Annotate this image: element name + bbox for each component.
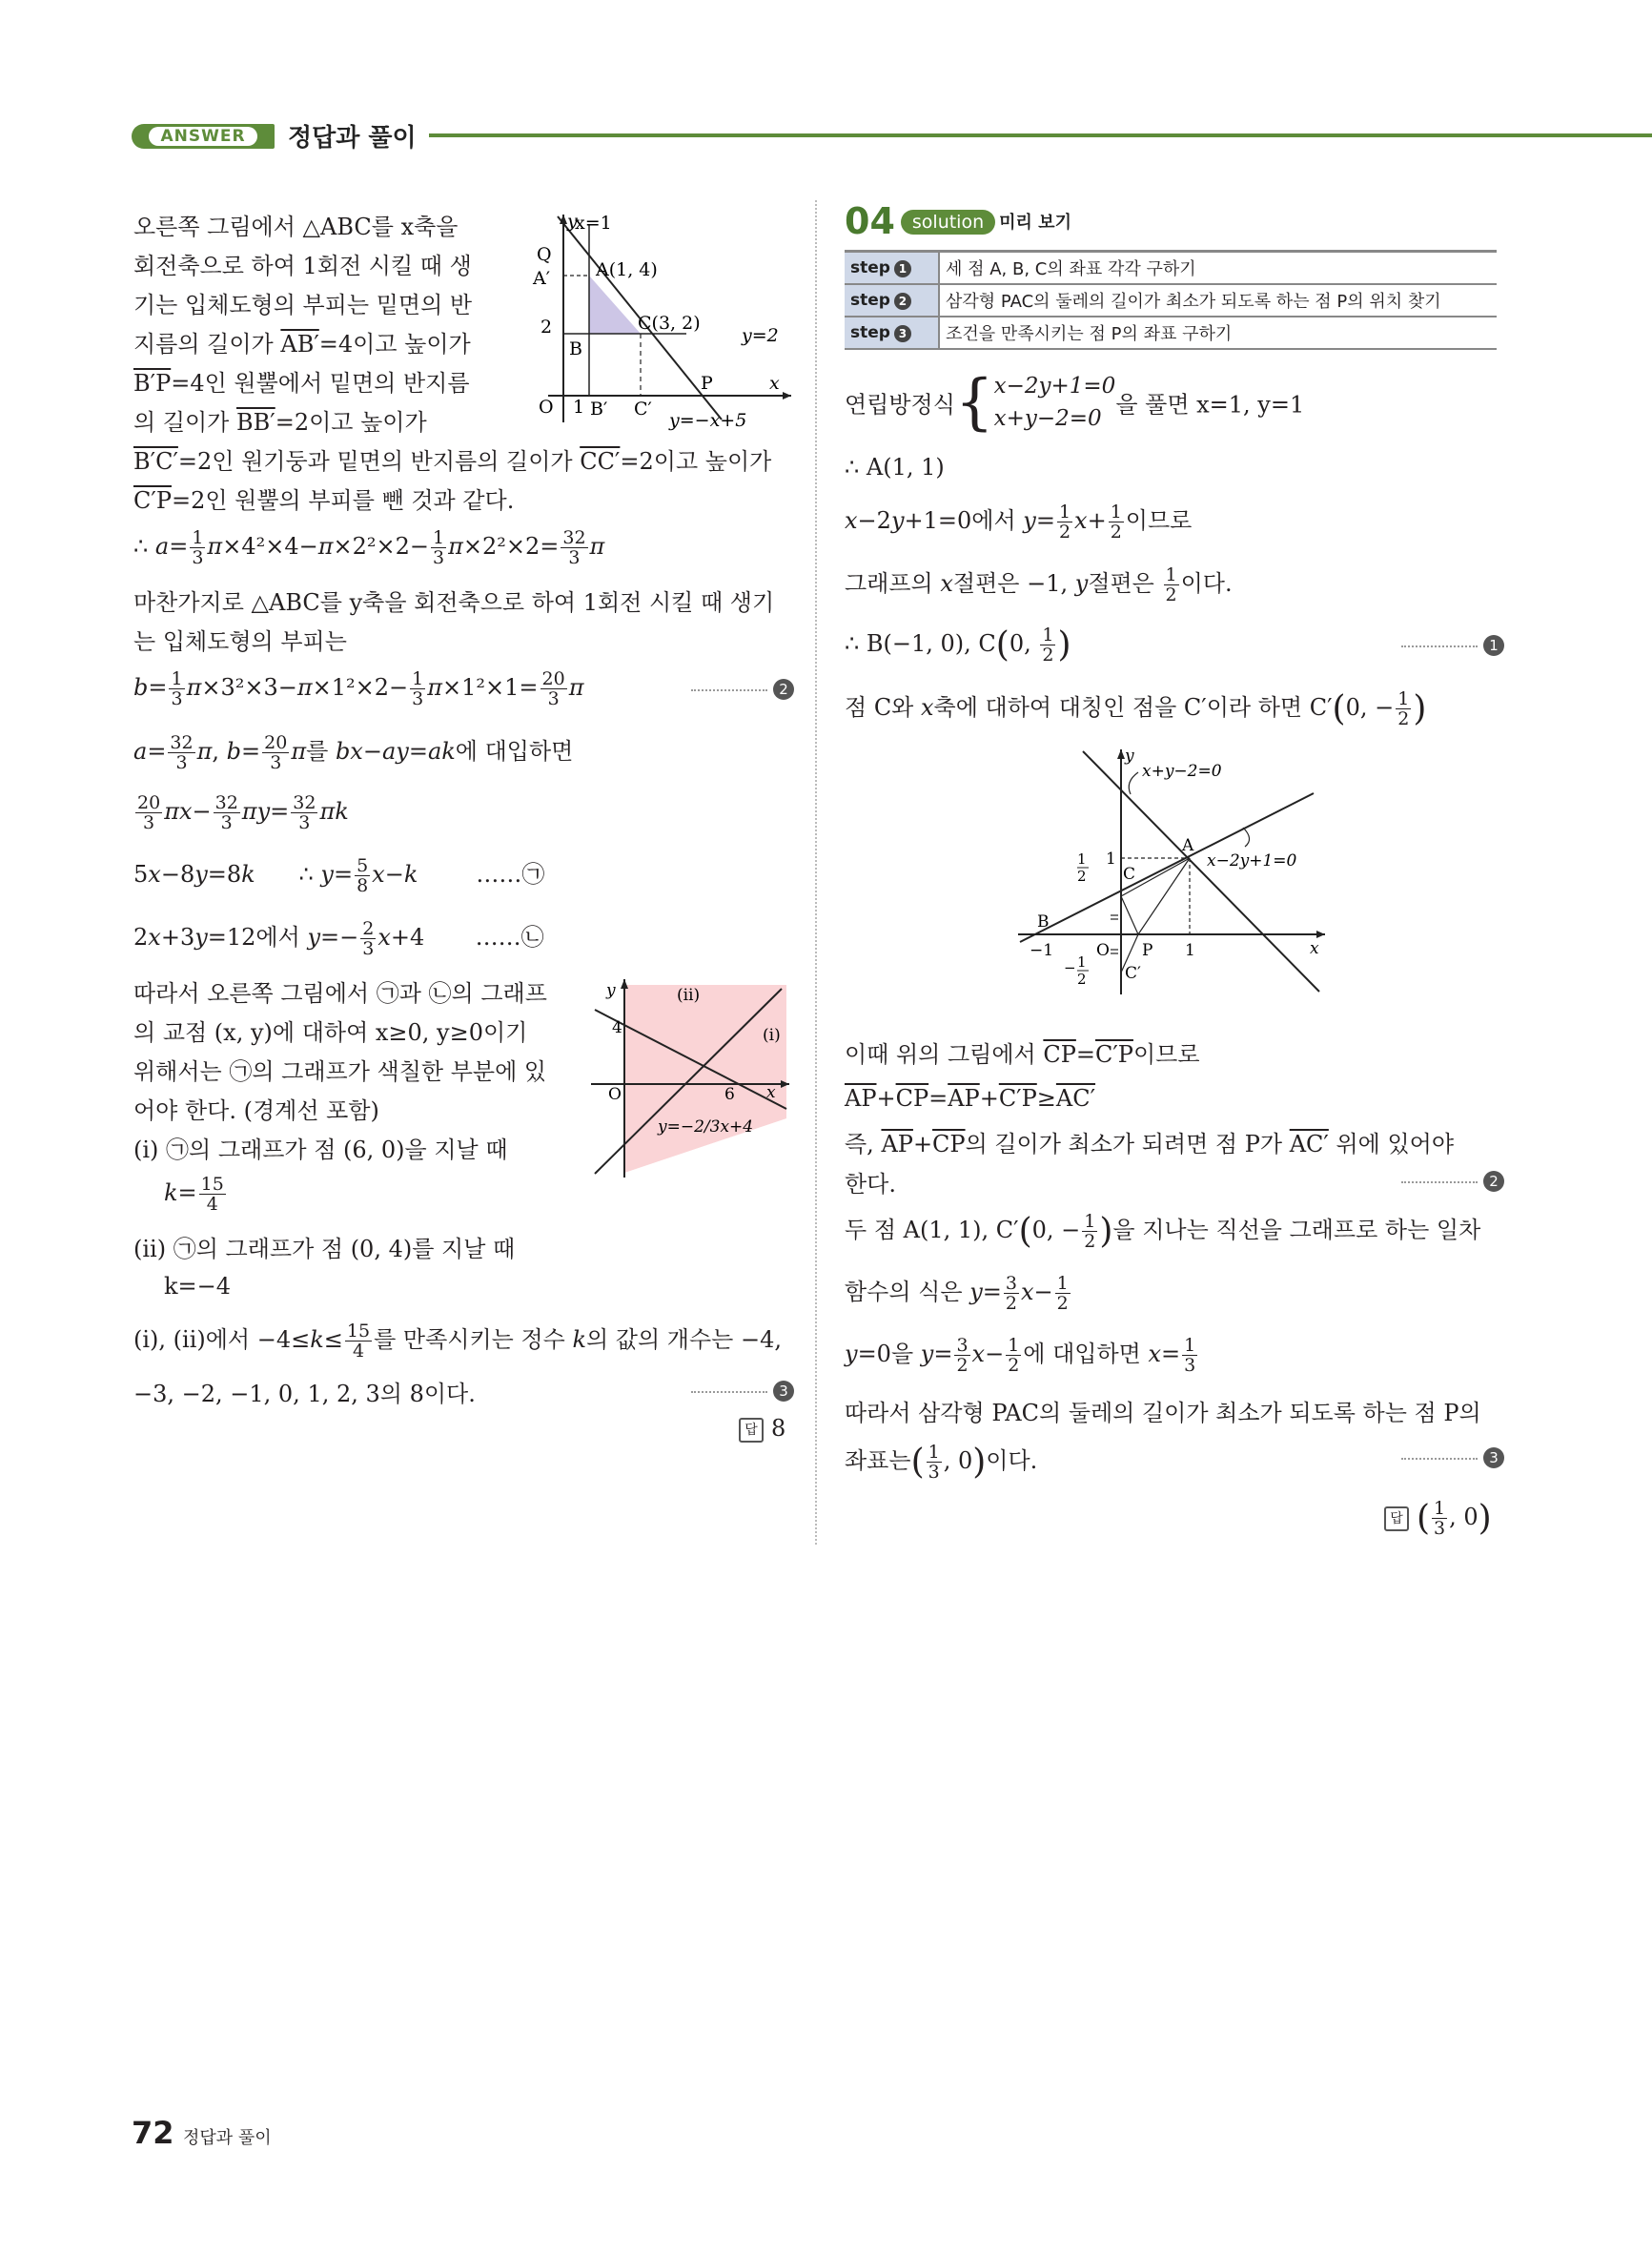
text-line: 따라서 오른쪽 그림에서 ㉠과 ㉡의 그래프 [133, 980, 547, 1007]
solution-heading: 04 solution 미리 보기 [845, 200, 1071, 242]
step-row: step 3 조건을 만족시키는 점 P의 좌표 구하기 [845, 317, 1497, 349]
fig3-half-num: 1 [1077, 850, 1087, 868]
answer-icon: 답 [1384, 1506, 1409, 1531]
fig3-nhalf-minus: − [1064, 959, 1076, 976]
fig3-o-label: O [1096, 941, 1110, 960]
text-line: 위해서는 ㉠의 그래프가 색칠한 부분에 있 [133, 1058, 547, 1085]
fig2-six-label: 6 [724, 1085, 735, 1104]
fig1-o-label: O [539, 397, 554, 418]
fig3-neg1-label: −1 [1030, 941, 1054, 960]
fig1-aprime-label: A′ [533, 268, 551, 289]
conclusion-1: (ⅰ), (ⅱ)에서 −4≤k≤ $\frac{15}{4}$ 를 만족시키는 정수 k의 값의 개수는 −4, [133, 1321, 782, 1362]
fig1-cprime-label: C′ [634, 399, 652, 420]
point-a: ∴ A(1, 1) [845, 454, 945, 481]
text-line: 이때 위의 그림에서 $\overline{CP}=C'P$이므로 [845, 1041, 1200, 1068]
equation-substitute: a= $\frac{32}{3}$ π, b= $\frac{20}{3}$ π를 bx−ay=ak에 대입하면 [133, 732, 574, 773]
right-answer: 답 ( $\frac{1}{3}$ , 0) [1384, 1499, 1492, 1538]
fig3-line2-label: x−2y+1=0 [1207, 851, 1297, 870]
text-line: 지름의 길이가 AB′=4이고 높이가 [133, 331, 471, 358]
text-line: 의 길이가 BB′=2이고 높이가 [133, 409, 427, 436]
equation-1: 5x−8y=8k ∴ y= $\frac{5}{8}$ x−k ……㉠ [133, 855, 545, 896]
fig3-one-y-label: 1 [1106, 850, 1116, 869]
step-mark-1: 1 [1401, 635, 1504, 656]
page-header [124, 118, 1652, 151]
fig3-x-label: x [1310, 939, 1319, 958]
equation-b: b= $\frac{1}{3}$ π×3²×3−π×1²×2− $\frac{1}{3}$ π×1²×1= $\frac{20}{3}$ π [133, 668, 584, 709]
text-line: $\overline{AP}+\overline{CP}=\overline{AP}+C'P\ge AC'$ [845, 1085, 1096, 1112]
step-mark-2: 2 [691, 679, 794, 700]
fig3-one-x-label: 1 [1185, 941, 1195, 960]
equation-2: 2x+3y=12에서 y=− $\frac{2}{3}$ x+4 ……㉡ [133, 918, 544, 959]
fig1-line-label: y=−x+5 [669, 410, 747, 431]
page-number: 72 [132, 2115, 174, 2151]
fig1-a-label: A(1, 4) [596, 259, 658, 280]
text-line: 오른쪽 그림에서 △ABC를 x축을 [133, 214, 459, 240]
fig1-c-label: C(3, 2) [638, 313, 701, 334]
text-line: B′P=4인 원뿔에서 밑면의 반지름 [133, 370, 470, 397]
fig3-c-label: C [1123, 865, 1136, 884]
equation-substitute-2: $\frac{20}{3}$ πx− $\frac{32}{3}$ πy= $\frac{32}{3}$ πk [137, 792, 349, 833]
fig3-b-label: B [1037, 912, 1050, 932]
case-2: (ⅱ) ㉠의 그래프가 점 (0, 4)를 지날 때 [133, 1236, 516, 1262]
header-title: 정답과 풀이 [288, 124, 417, 153]
intercept-eq: x−2y+1=0에서 y= $\frac{1}{2}$ x+ $\frac{1}{2}$ 이므로 [845, 502, 1193, 543]
final-point: 좌표는( $\frac{1}{3}$ , 0)이다. [845, 1442, 1038, 1483]
fig1-y2-label: y=2 [742, 325, 779, 346]
step-mark-3: 3 [691, 1381, 794, 1402]
figure-reflection [1010, 742, 1335, 999]
points-bc: ∴ B(−1, 0), C(0, $\frac{1}{2}$ ) [845, 625, 1071, 666]
text-line: B′C′=2인 원기둥과 밑면의 반지름의 길이가 CC′=2이고 높이가 [133, 448, 772, 475]
footer-text: 정답과 풀이 [183, 2128, 272, 2148]
text-line: 즉, $\overline{AP}+\overline{CP}$의 길이가 최소가 되려면 점 P가 AC′ 위에 있어야 [845, 1131, 1455, 1157]
fig3-nhalf-num: 1 [1077, 953, 1087, 971]
fig3-half-den: 2 [1077, 868, 1087, 885]
solve-x: y=0을 y= $\frac{3}{2}$ x− $\frac{1}{2}$ 에 대입하면 x= $\frac{1}{3}$ [845, 1335, 1196, 1376]
case-1: (ⅰ) ㉠의 그래프가 점 (6, 0)을 지날 때 [133, 1137, 508, 1163]
fig3-line1-label: x+y−2=0 [1142, 762, 1222, 781]
fig1-p-label: P [701, 373, 713, 394]
fig2-y-label: y [606, 981, 616, 1000]
fig1-x1-label: x=1 [575, 213, 612, 234]
linear-function: 함수의 식은 y= $\frac{3}{2}$ x− $\frac{1}{2}$ [845, 1273, 1069, 1314]
fig1-one-label: 1 [573, 397, 585, 418]
fig3-a-label: A [1182, 836, 1194, 855]
text-line: 따라서 삼각형 PAC의 둘레의 길이가 최소가 되도록 하는 점 P의 [845, 1400, 1481, 1426]
text-line: 회전축으로 하여 1회전 시킬 때 생 [133, 253, 472, 279]
intercepts: 그래프의 x절편은 −1, y절편은 $\frac{1}{2}$ 이다. [845, 564, 1233, 605]
text-line: 기는 입체도형의 부피는 밑면의 반 [133, 292, 473, 318]
step-mark-2: 2 [1401, 1171, 1504, 1192]
answer-badge: ANSWER [132, 124, 275, 149]
fig2-i-label: (ⅰ) [763, 1026, 781, 1045]
point-cprime: 점 C와 x축에 대하여 대칭인 점을 C′이라 하면 C′(0, − $\frac{1}{2}$ ) [845, 688, 1427, 729]
text-line: 마찬가지로 △ABC를 y축을 회전축으로 하여 1회전 시킬 때 생기 [133, 589, 775, 616]
fig2-o-label: O [608, 1085, 622, 1104]
fig3-cprime-label: C′ [1125, 964, 1141, 983]
fig1-b-label: B [569, 338, 582, 359]
step-mark-3: 3 [1401, 1447, 1504, 1468]
step-row: step 1 세 점 A, B, C의 좌표 각각 구하기 [845, 252, 1497, 285]
text-line: 한다. [845, 1171, 896, 1198]
solution-steps-table [845, 250, 1497, 350]
fig1-bprime-label: B′ [590, 399, 608, 420]
text-line: 의 교점 (x, y)에 대하여 x≥0, y≥0이기 [133, 1019, 528, 1046]
equation-a: ∴ a= $\frac{1}{3}$ π×4²×4−π×2²×2− $\frac{1}{3}$ π×2²×2= $\frac{32}{3}$ π [133, 527, 605, 568]
header-rule [429, 133, 1652, 137]
left-answer: 답 8 [739, 1415, 785, 1443]
text-line: 는 입체도형의 부피는 [133, 628, 347, 655]
system-equation: 연립방정식{ x−2y+1=0 x+y−2=0 을 풀면 x=1, y=1 [845, 367, 1305, 438]
text-line: 어야 한다. (경계선 포함) [133, 1097, 379, 1124]
fig3-nhalf-den: 2 [1077, 971, 1087, 988]
fig3-y-label: y [1125, 747, 1134, 766]
fig3-p-label: P [1142, 941, 1153, 960]
figure-rotation-triangle [520, 205, 796, 434]
text-line: C′P=2인 원뿔의 부피를 뺀 것과 같다. [133, 487, 515, 514]
fig2-four-label: 4 [612, 1018, 622, 1037]
fig1-two-label: 2 [540, 317, 553, 338]
fig1-q-label: Q [537, 244, 552, 265]
k-value-1: k= $\frac{15}{4}$ [164, 1174, 224, 1215]
fig2-line-label: y=−2/3x+4 [658, 1117, 754, 1137]
step-row: step 2 삼각형 PAC의 둘레의 길이가 최소가 되도록 하는 점 P의 위치 찾기 [845, 284, 1497, 317]
figure-shaded-region [591, 977, 791, 1178]
line-through-points: 두 점 A(1, 1), C′(0, − $\frac{1}{2}$ )을 지나는 직선을 그래프로 하는 일차 [845, 1211, 1481, 1252]
answer-icon: 답 [739, 1418, 764, 1443]
fig2-x-label: x [766, 1083, 776, 1102]
fig1-y-label: y [567, 211, 578, 232]
conclusion-2: −3, −2, −1, 0, 1, 2, 3의 8이다. [133, 1381, 476, 1407]
column-divider [815, 200, 817, 1545]
fig2-ii-label: (ⅱ) [677, 986, 701, 1005]
k-value-2: k=−4 [164, 1273, 232, 1300]
fig1-x-label: x [769, 373, 780, 394]
